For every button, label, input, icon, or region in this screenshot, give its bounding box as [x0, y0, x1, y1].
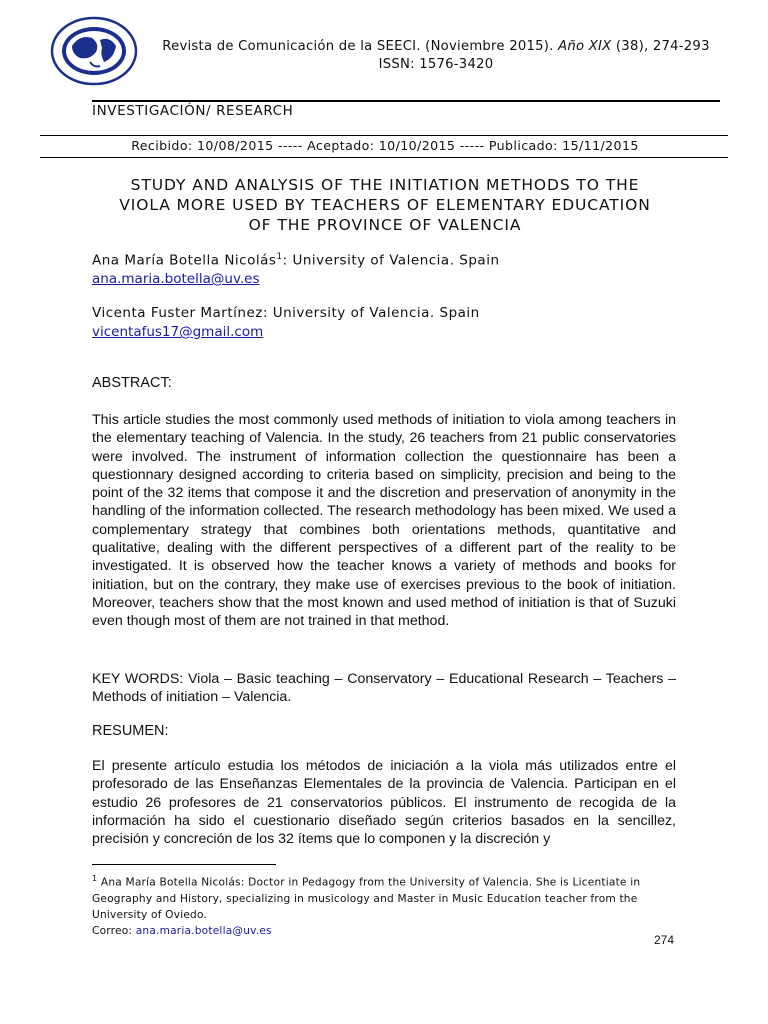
header-rule: [92, 100, 720, 102]
article-title: [70, 175, 700, 235]
author-1: [92, 252, 500, 269]
journal-citation: [136, 38, 736, 74]
title-line: VIOLA MORE USED BY TEACHERS OF ELEMENTARY EDUCATION: [119, 196, 651, 214]
footnote-mark[interactable]: 1: [276, 252, 283, 262]
footnote: [92, 871, 676, 939]
journal-name: Revista de Comunicación de la SEECI. (Noviembre 2015).: [162, 39, 554, 54]
author-affiliation: : University of Valencia. Spain: [262, 305, 480, 321]
journal-year: Año XIX: [558, 39, 612, 54]
keywords: KEY WORDS: Viola – Basic teaching – Conservatory – Educational Research – Teachers – Methods of initiation – Valencia.: [92, 671, 676, 706]
title-line: OF THE PROVINCE OF VALENCIA: [248, 216, 522, 234]
resumen-heading: RESUMEN:: [92, 723, 169, 739]
footnote-text: Ana María Botella Nicolás: Doctor in Pedagogy from the University of Valencia. She is Licentiate in Geography and History, specializing in musicology and Master in Music Education teacher from the University of Oviedo.: [92, 876, 641, 921]
publication-dates: Recibido: 10/08/2015 ----- Aceptado: 10/10/2015 ----- Publicado: 15/11/2015: [131, 138, 639, 153]
footnote-number: 1: [92, 874, 98, 883]
footnote-email-link[interactable]: ana.maria.botella@uv.es: [135, 924, 272, 937]
footnote-email-label: Correo:: [92, 924, 133, 937]
author-1-email-link[interactable]: ana.maria.botella@uv.es: [92, 271, 260, 287]
title-line: STUDY AND ANALYSIS OF THE INITIATION METHODS TO THE: [130, 176, 640, 194]
page-number: 274: [654, 933, 675, 947]
author-name: Ana María Botella Nicolás: [92, 252, 277, 269]
author-name: Vicenta Fuster Martínez: [92, 305, 263, 321]
author-affiliation: : University of Valencia. Spain: [282, 252, 500, 269]
abstract-heading: ABSTRACT:: [92, 375, 172, 391]
author-2-email-link[interactable]: vicentafus17@gmail.com: [92, 324, 264, 340]
globe-emblem-icon: [50, 16, 138, 86]
dates-rule-top: [40, 135, 728, 136]
journal-issue: (38), 274-293: [615, 39, 710, 54]
dates-rule-bottom: [40, 157, 728, 158]
footnote-rule: [92, 864, 276, 865]
abstract-text: This article studies the most commonly used methods of initiation to viola among teachers in the elementary teaching of Valencia. In the study, 26 teachers from 21 public conservatories were involved. The instrument of information collection the questionnaire has been a questionnary designed according to criteria based on simplicity, precision and being to the point of the 32 items that compose it and the discretion and preservation of anonymity in the handling of the information collected. The research methodology has been mixed. We used a complementary strategy that combines both orientations methods, quantitative and qualitative, dealing with the different perspectives of a different part of the reality to be investigated. It is observed how the teacher knows a variety of methods and books for initiation, but on the contrary, they make use of exercises previous to the book of initiation. Moreover, teachers show that the most known and used method of initiation is that of Suzuki even though most of them are not trained in that method.: [92, 412, 676, 630]
section-label: INVESTIGACIÓN/ RESEARCH: [92, 103, 294, 119]
journal-issn: ISSN: 1576-3420: [378, 57, 494, 72]
author-2: [92, 305, 480, 321]
resumen-text: El presente artículo estudia los métodos de iniciación a la viola más utilizados entre el profesorado de las Enseñanzas Elementales de la provincia de Valencia. Participan en el estudio 26 profesores de 21 conservatorios públicos. El instrumento de recogida de la información ha sido el cuestionario diseñado según criterios basados en la sencillez, precisión y concreción de los 32 ítems que lo componen y la discreción y: [92, 758, 676, 848]
